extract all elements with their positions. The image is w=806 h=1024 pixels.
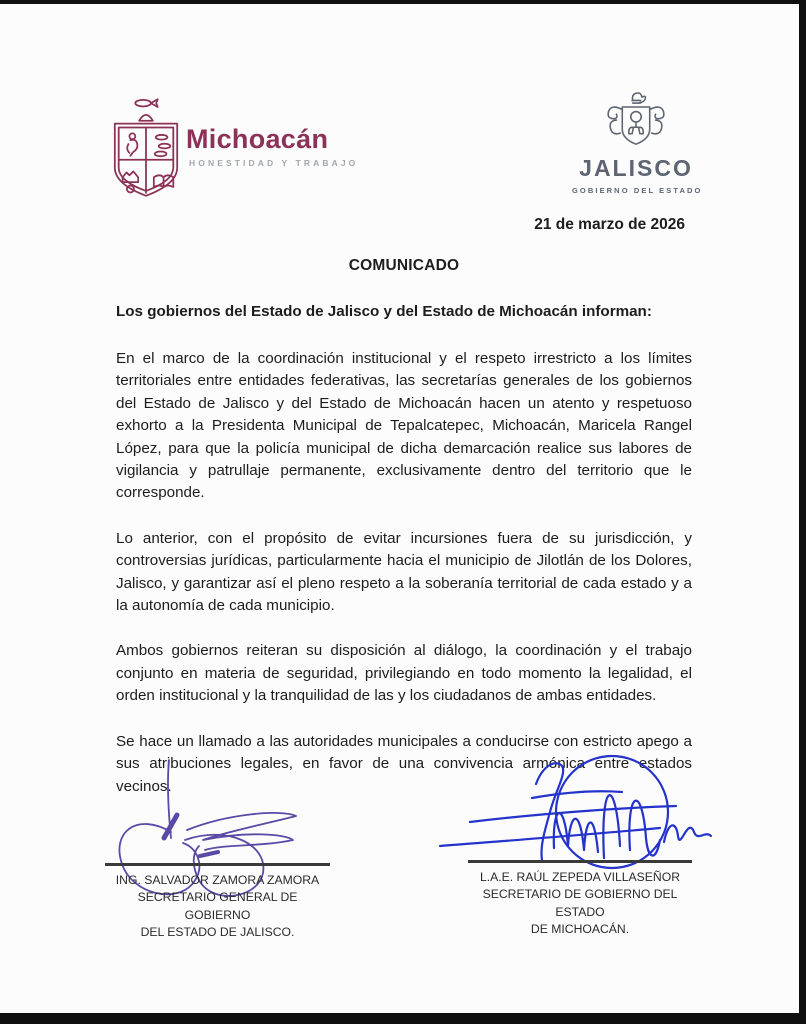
signatory-name: ING. SALVADOR ZAMORA ZAMORA — [115, 872, 320, 887]
signature-rule — [105, 863, 330, 866]
scan-edge-top — [0, 0, 806, 4]
jalisco-logo — [572, 90, 703, 195]
jalisco-wordmark: JALISCO — [579, 155, 693, 181]
signatory-title: SECRETARIO GENERAL DE GOBIERNO — [137, 890, 298, 922]
michoacan-tagline: HONESTIDAD Y TRABAJO — [189, 158, 359, 168]
michoacan-logo — [107, 94, 359, 204]
signature-block-jalisco — [105, 863, 330, 942]
letter-body — [116, 255, 692, 821]
signatory-title: SECRETARIO DE GOBIERNO DEL ESTADO — [482, 887, 678, 919]
letter-paragraph: En el marco de la coordinación institucional y el respeto irrestricto a los límites territoriales entre entidades federativas, las secretarías generales de los gobiernos del Estado de Jalisco y del Estado de Michoacán hacen un atento y respetuoso exhorto a la Presidenta Municipal de Tepalcatepec, Michoacán, Maricela Rangel López, para que la policía municipal de dicha demarcación realice sus labores de vigilancia y patrullaje permanente, exclusivamente dentro del territorio que le corresponde. — [116, 350, 692, 502]
scan-edge-right — [799, 0, 806, 1024]
letter-intro: Los gobiernos del Estado de Jalisco y del Estado de Michoacán informan: — [116, 303, 652, 320]
signatory-name: L.A.E. RAÚL ZEPEDA VILLASEÑOR — [479, 869, 681, 884]
signature-rule — [468, 860, 692, 863]
michoacan-coat-of-arms-icon — [107, 94, 185, 202]
letter-title: COMUNICADO — [348, 257, 460, 274]
letter-paragraph: Ambos gobiernos reiteran su disposición al diálogo, la coordinación y el trabajo conjunto en materia de seguridad, privilegiando en todo momento la legalidad, el orden institucional y la tranquilidad de las y los ciudadanos de ambas entidades. — [116, 642, 692, 705]
jalisco-coat-of-arms-icon — [600, 90, 672, 154]
letter-paragraph: Lo anterior, con el propósito de evitar incursiones fuera de su jurisdicción, y controversias jurídicas, particularmente hacia el municipio de Jilotlán de los Dolores, Jalisco, y garantizar así el pleno respeto a la soberanía territorial de cada estado y a la autonomía de cada municipio. — [116, 529, 692, 615]
jalisco-tagline: GOBIERNO DEL ESTADO — [572, 186, 703, 195]
scan-edge-bottom — [0, 1013, 806, 1024]
letter-date: 21 de marzo de 2026 — [534, 216, 685, 233]
michoacan-wordmark: Michoacán — [186, 124, 329, 154]
signatory-title: DE MICHOACÁN. — [530, 922, 630, 936]
letter-paragraph: Se hace un llamado a las autoridades municipales a conducirse con estricto apego a sus atribuciones legales, en favor de una convivencia armónica entre estados vecinos. — [116, 732, 692, 795]
signature-block-michoacan — [468, 860, 692, 939]
signatory-title: DEL ESTADO DE JALISCO. — [140, 925, 295, 939]
